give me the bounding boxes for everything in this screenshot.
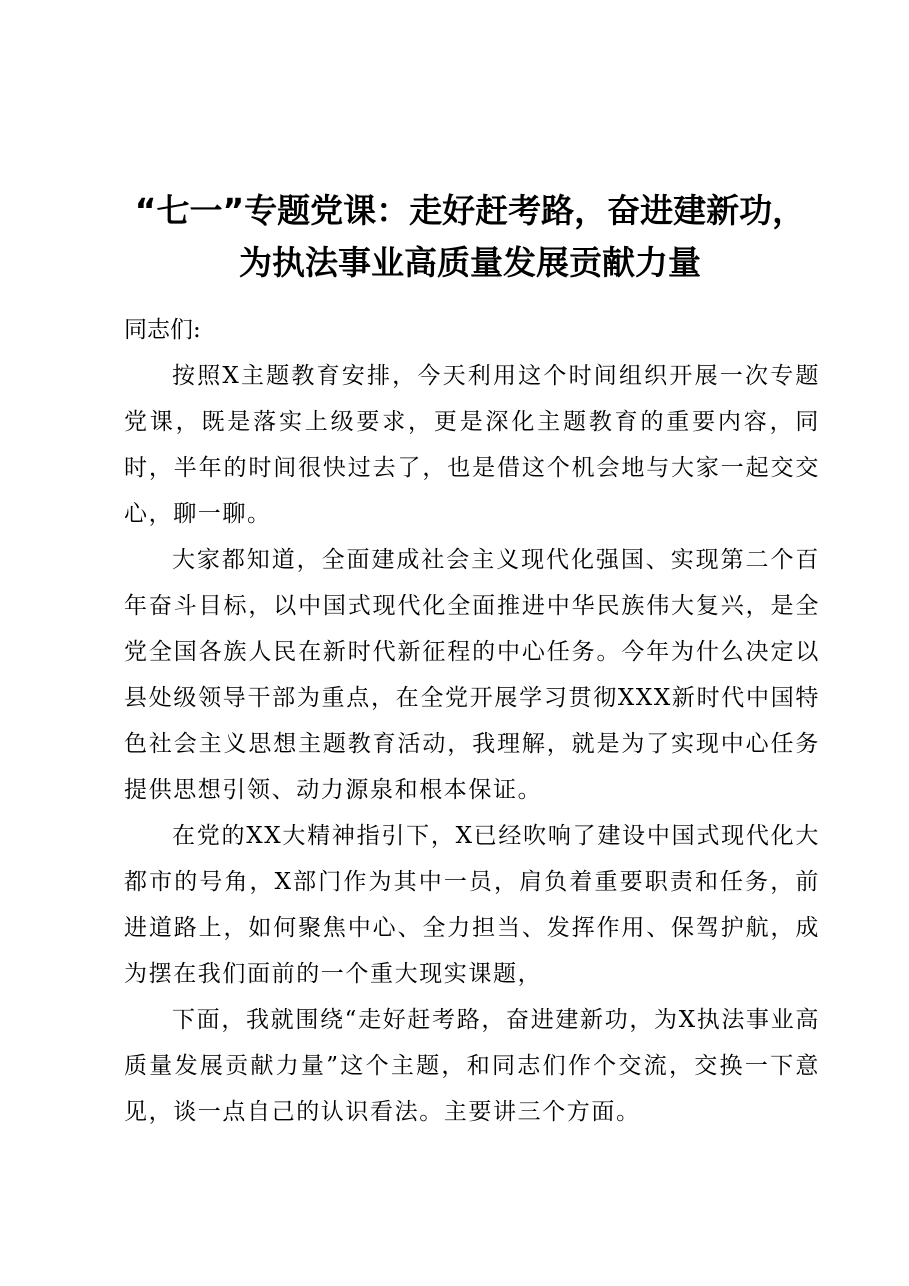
paragraph-3: 在党的XX大精神指引下，X已经吹响了建设中国式现代化大都市的号角，X部门作为其中一员，肩负着重要职责和任务，前进道路上，如何聚焦中心、全力担当、发挥作用、保驾护航，成为摆在我们面前的一个重大现实课题，	[124, 823, 820, 987]
document-body	[124, 307, 820, 1135]
paragraph-4: 下面，我就围绕“走好赶考路，奋进建新功，为X执法事业高质量发展贡献力量”这个主题，和同志们作个交流，交换一下意见，谈一点自己的认识看法。主要讲三个方面。	[124, 1007, 820, 1125]
paragraph-1: 按照X主题教育安排，今天利用这个时间组织开展一次专题党课，既是落实上级要求，更是深化主题教育的重要内容，同时，半年的时间很快过去了，也是借这个机会地与大家一起交交心，聊一聊。	[124, 363, 820, 527]
paragraph-2: 大家都知道，全面建成社会主义现代化强国、实现第二个百年奋斗目标，以中国式现代化全面推进中华民族伟大复兴，是全党全国各族人民在新时代新征程的中心任务。今年为什么决定以县处级领导干部为重点，在全党开展学习贯彻XXX新时代中国特色社会主义思想主题教育活动，我理解，就是为了实现中心任务提供思想引领、动力源泉和根本保证。	[124, 547, 820, 803]
title-line-2: 为执法事业高质量发展贡献力量	[239, 243, 701, 283]
title-line-1: “七一”专题党课：走好赶考路，奋进建新功，	[134, 191, 806, 231]
document-title	[120, 185, 820, 289]
salutation: 同志们:	[124, 317, 201, 343]
